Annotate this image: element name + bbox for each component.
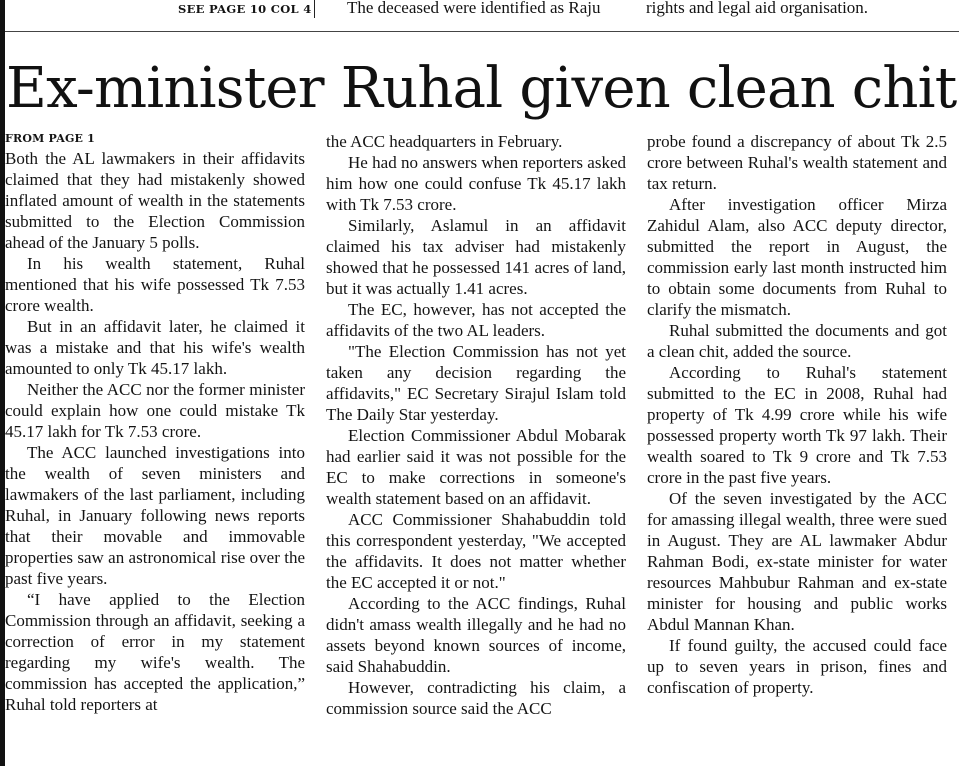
continuation-strip bbox=[0, 0, 959, 22]
paragraph: The ACC launched investigations into the wealth of seven ministers and lawmakers of the last parliament, including Ruhal, in January following news reports that their movable and immovable properties saw an astronomical rise over the past five years. bbox=[5, 443, 305, 588]
paragraph: probe found a discrepancy of about Tk 2.5 crore between Ruhal's wealth statement and tax return. bbox=[647, 132, 947, 193]
article-column-1 bbox=[5, 131, 305, 766]
paragraph: According to Ruhal's statement submitted to the EC in 2008, Ruhal had property of Tk 4.99 crore while his wife possessed property worth Tk 97 lakh. Their wealth soared to Tk 9 crore and Tk 7.53 crore in the past five years. bbox=[647, 363, 947, 487]
paragraph: He had no answers when reporters asked him how one could confuse Tk 45.17 lakh with Tk 7.53 crore. bbox=[326, 153, 626, 214]
paragraph: Neither the ACC nor the former minister could explain how one could mistake Tk 45.17 lakh for Tk 7.53 crore. bbox=[5, 380, 305, 441]
paragraph: In his wealth statement, Ruhal mentioned that his wife possessed Tk 7.53 crore wealth. bbox=[5, 254, 305, 315]
paragraph: Both the AL lawmakers in their affidavits claimed that they had mistakenly showed inflated amount of wealth in the statements submitted to the Election Commission ahead of the January 5 polls. bbox=[5, 149, 305, 252]
paragraph: According to the ACC findings, Ruhal didn't amass wealth illegally and he had no assets beyond known sources of income, said Shahabuddin. bbox=[326, 594, 626, 676]
paragraph: Similarly, Aslamul in an affidavit claimed his tax adviser had mistakenly showed that he possessed 141 acres of land, but it was actually 1.41 acres. bbox=[326, 216, 626, 298]
paragraph: Of the seven investigated by the ACC for amassing illegal wealth, three were sued in August. They are AL lawmaker Abdur Rahman Bodi, ex-state minister for water resources Mahbubur Rahman and ex-state minister for housing and public works Abdul Mannan Khan. bbox=[647, 489, 947, 634]
see-page-reference: SEE PAGE 10 COL 4 bbox=[178, 2, 312, 16]
from-page-kicker: FROM PAGE 1 bbox=[5, 132, 96, 145]
strip-divider bbox=[314, 0, 315, 18]
paragraph: Ruhal submitted the documents and got a clean chit, added the source. bbox=[647, 321, 947, 361]
paragraph: the ACC headquarters in February. bbox=[326, 132, 563, 151]
horizontal-divider bbox=[5, 31, 959, 32]
paragraph: The EC, however, has not accepted the affidavits of the two AL leaders. bbox=[326, 300, 626, 340]
paragraph: After investigation officer Mirza Zahidul Alam, also ACC deputy director, submitted the report in August, the commission early last month instructed him to obtain some documents from Ruhal to clarify the mismatch. bbox=[647, 195, 947, 319]
paragraph: "The Election Commission has not yet taken any decision regarding the affidavits," EC Secretary Sirajul Islam told The Daily Star yesterday. bbox=[326, 342, 626, 424]
adjacent-story-text: The deceased were identified as Raju bbox=[347, 0, 601, 17]
paragraph: Election Commissioner Abdul Mobarak had earlier said it was not possible for the EC to make corrections in someone's wealth statement based on an affidavit. bbox=[326, 426, 626, 508]
paragraph: “I have applied to the Election Commission through an affidavit, seeking a correction of error in my statement regarding my wife's wealth. The commission has accepted the application,” Ruhal told reporters at bbox=[5, 590, 305, 714]
paragraph: But in an affidavit later, he claimed it was a mistake and that his wife's wealth amounted to only Tk 45.17 lakh. bbox=[5, 317, 305, 378]
paragraph: If found guilty, the accused could face up to seven years in prison, fines and confiscation of property. bbox=[647, 636, 947, 697]
article-column-2 bbox=[326, 131, 626, 766]
article-column-3 bbox=[647, 131, 947, 766]
adjacent-story-text-right: rights and legal aid organisation. bbox=[646, 0, 869, 17]
article-headline: Ex-minister Ruhal given clean chit bbox=[6, 56, 957, 121]
paragraph: However, contradicting his claim, a commission source said the ACC bbox=[326, 678, 626, 718]
paragraph: ACC Commissioner Shahabuddin told this correspondent yesterday, "We accepted the affidavits. It does not matter whether the EC accepted it or not." bbox=[326, 510, 626, 592]
